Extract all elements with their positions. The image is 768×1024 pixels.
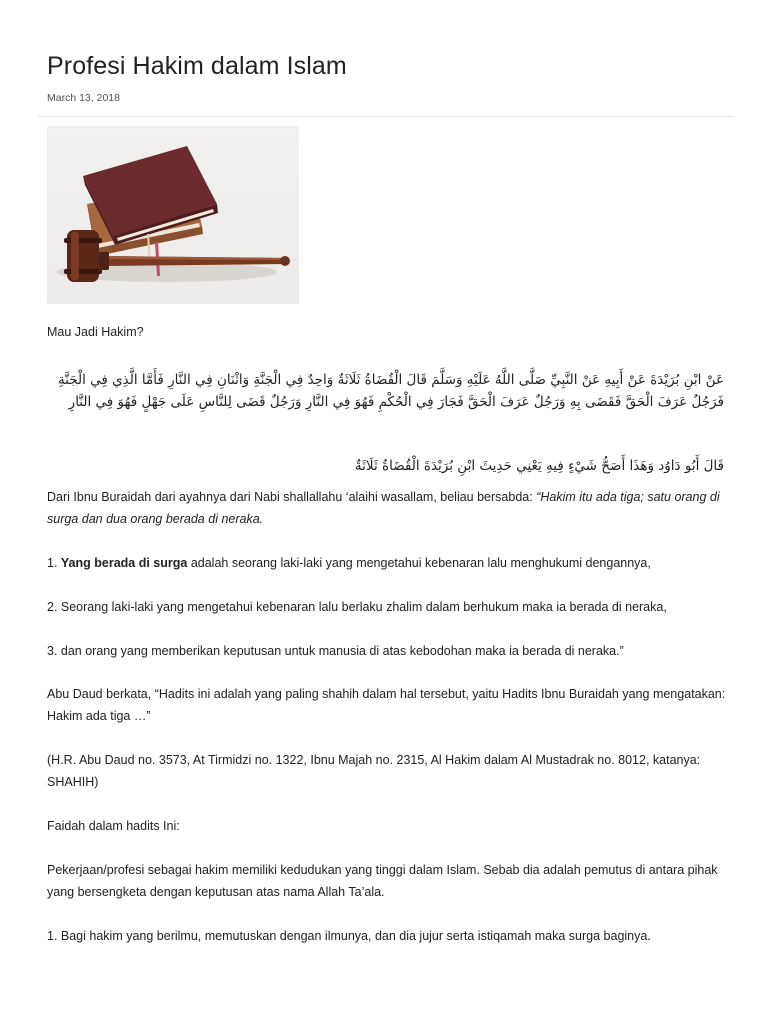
- arabic-comment: قَالَ أَبُو دَاوُد وَهَذَا أَصَحُّ شَيْءٍ فِيهِ يَعْنِي حَدِيثَ ابْنِ بُرَيْدَةَ الْقُضَاةُ ثَلَاثَةٌ: [354, 458, 724, 474]
- title-divider: [37, 116, 734, 117]
- translation-quote: “Hakim itu ada tiga; satu orang di surga dan dua orang berada di neraka.: [47, 490, 720, 526]
- translation-lead: Dari Ibnu Buraidah dari ayahnya dari Nabi shallallahu ‘alaihi wasallam, beliau bersabda:: [47, 490, 537, 504]
- reference-paragraph: (H.R. Abu Daud no. 3573, At Tirmidzi no. 1322, Ibnu Majah no. 2315, Al Hakim dalam Al Mustadrak no. 8012, katanya: SHAHIH): [47, 753, 701, 789]
- faidah-paragraph: Pekerjaan/profesi sebagai hakim memiliki kedudukan yang tinggi dalam Islam. Sebab dia adalah pemutus di antara pihak yang bersengketa dengan keputusan atas nama Allah Ta’ala.: [47, 863, 718, 899]
- article-title: Profesi Hakim dalam Islam: [47, 52, 347, 80]
- abu-daud-paragraph: Abu Daud berkata, “Hadits ini adalah yang paling shahih dalam hal tersebut, yaitu Hadits Ibnu Buraidah yang mengatakan: Hakim ada tiga …”: [47, 687, 726, 723]
- intro-text: Mau Jadi Hakim?: [47, 325, 144, 339]
- translation-paragraph: [47, 486, 727, 530]
- point-1-number: 1.: [47, 556, 61, 570]
- point-3: 3. dan orang yang memberikan keputusan untuk manusia di atas kebodohan maka ia berada di neraka.”: [47, 644, 624, 658]
- faidah-heading: Faidah dalam hadits Ini:: [47, 819, 180, 833]
- faidah-point-1: 1. Bagi hakim yang berilmu, memutuskan dengan ilmunya, dan dia jujur serta istiqamah maka surga baginya.: [47, 929, 651, 943]
- arabic-hadith: عَنْ ابْنِ بُرَيْدَةَ عَنْ أَبِيهِ عَنْ النَّبِيِّ صَلَّى اللَّهُ عَلَيْهِ وَسَلَّمَ قَالَ الْقُضَاةُ ثَلَاثَةٌ وَاحِدٌ فِي الْجَنَّةِ وَاثْنَانِ فِي النَّارِ فَأَمَّا الَّذِي فِي الْجَنَّةِ فَرَجُلٌ عَرَفَ الْحَقَّ فَقَضَى بِهِ وَرَجُلٌ عَرَفَ الْحَقَّ فَجَارَ فِي الْحُكْمِ فَهُوَ فِي النَّارِ وَرَجُلٌ قَضَى لِلنَّاسِ عَلَى جَهْلٍ فَهُوَ فِي النَّارِ: [57, 372, 724, 410]
- point-2: 2. Seorang laki-laki yang mengetahui kebenaran lalu berlaku zhalim dalam berhukum maka ia berada di neraka,: [47, 600, 667, 614]
- article-date: March 13, 2018: [47, 92, 120, 104]
- point-1-bold: Yang berada di surga: [60, 556, 188, 570]
- point-1-rest: adalah seorang laki-laki yang mengetahui kebenaran lalu menghukumi dengannya,: [187, 556, 651, 570]
- books-gavel-image: [47, 126, 299, 304]
- point-1: [47, 552, 727, 574]
